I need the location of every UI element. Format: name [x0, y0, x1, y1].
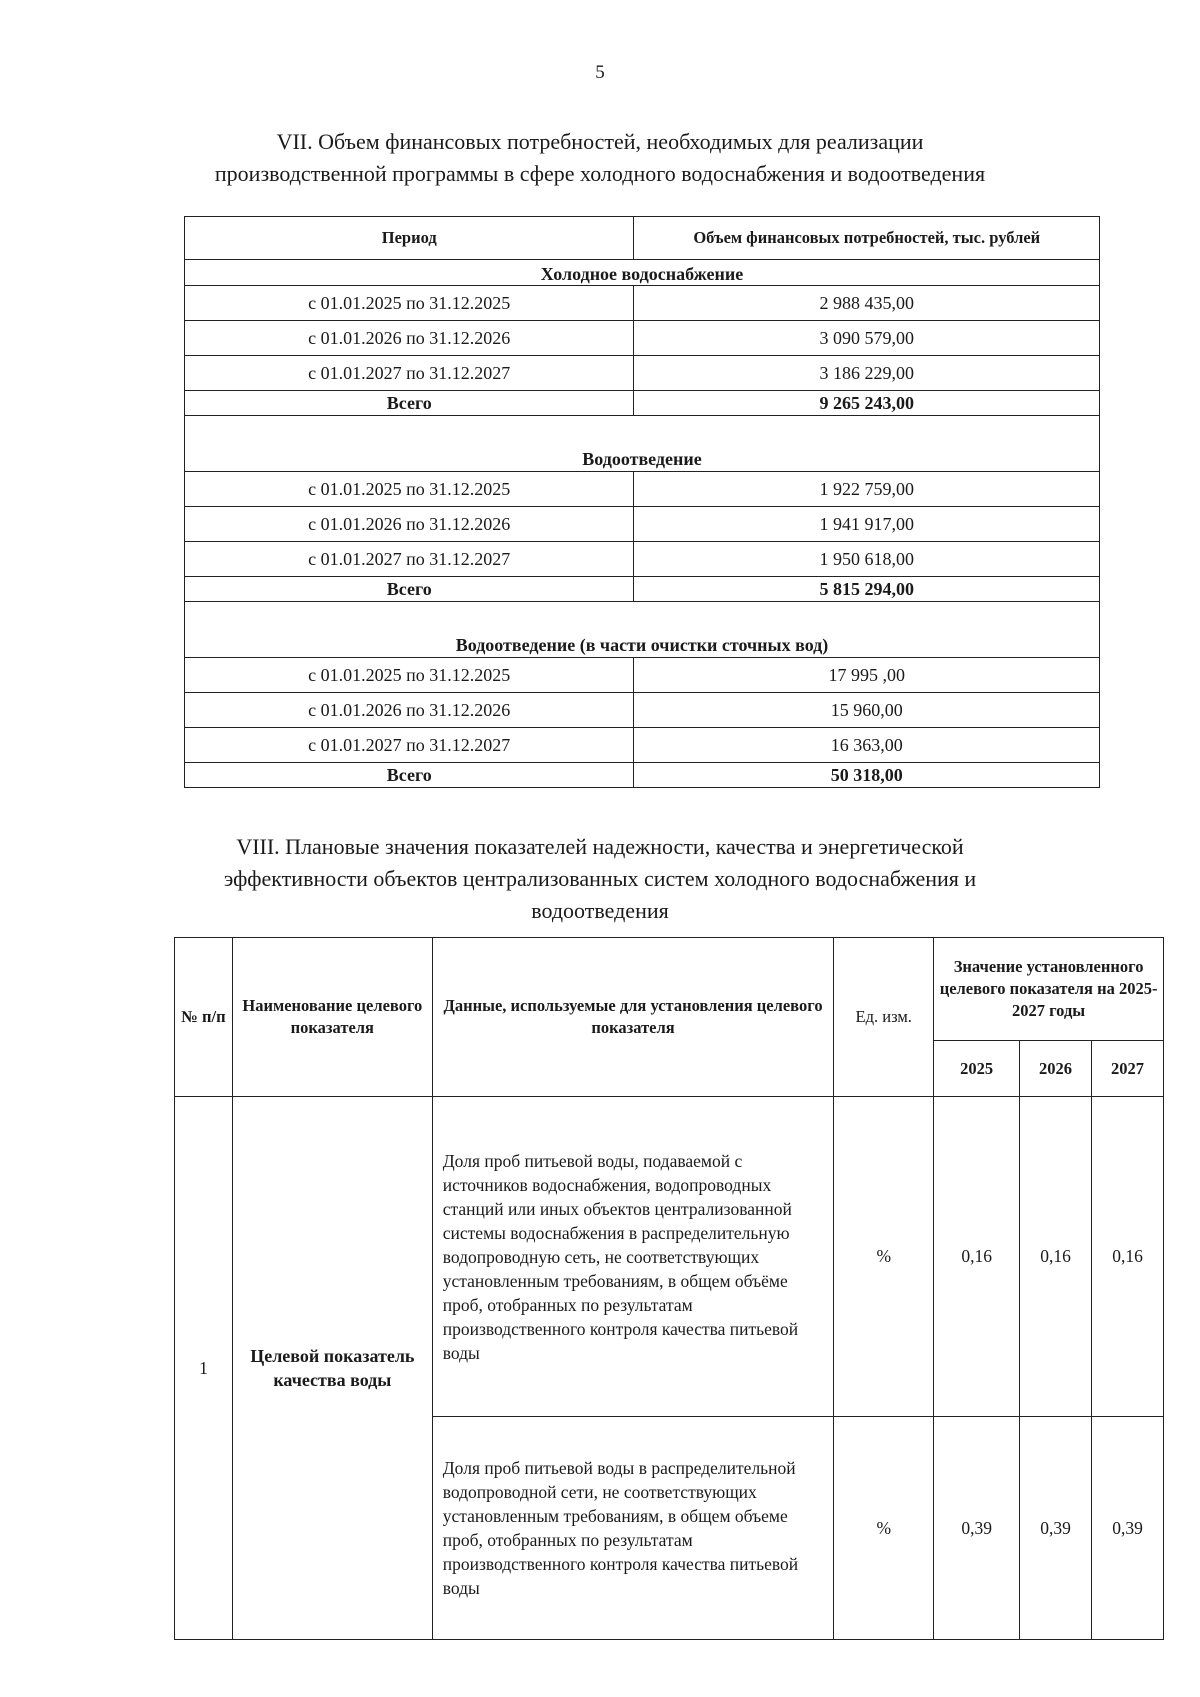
indicator-data-cell: Доля проб питьевой воды в распределительной водопроводной сети, не соответствующих установленным требованиям, в общем объеме проб, отобранных по результатам производственного контроля качества питьевой воды: [432, 1417, 834, 1640]
table-row: [185, 356, 1100, 391]
column-header-period: Период: [185, 217, 634, 260]
group-header-row: [185, 602, 1100, 658]
period-cell: с 01.01.2027 по 31.12.2027: [185, 728, 634, 763]
year-header-2025: 2025: [934, 1041, 1020, 1097]
value-cell: 3 186 229,00: [634, 356, 1100, 391]
indicator-data-cell: Доля проб питьевой воды, подаваемой с источников водоснабжения, водопроводных станций или иных объектов централизованной системы водоснабжения в распределительную водопроводную сеть, не соответствующих установленным требованиям, в общем объёме проб, отобранных по результатам производственного контроля качества питьевой воды: [432, 1097, 834, 1417]
value-cell: 1 950 618,00: [634, 542, 1100, 577]
table-row: [185, 728, 1100, 763]
section-7-title: [120, 126, 1080, 190]
group-title-cold-water: Холодное водоснабжение: [185, 260, 1100, 286]
period-cell: с 01.01.2025 по 31.12.2025: [185, 658, 634, 693]
indicators-table: [174, 937, 1164, 1640]
total-value: 9 265 243,00: [634, 391, 1100, 416]
value-cell: 17 995 ,00: [634, 658, 1100, 693]
period-cell: с 01.01.2026 по 31.12.2026: [185, 693, 634, 728]
group-title-wastewater-treatment: Водоотведение (в части очистки сточных вод): [185, 602, 1100, 658]
period-cell: с 01.01.2027 по 31.12.2027: [185, 542, 634, 577]
value-2027-cell: 0,39: [1092, 1417, 1164, 1640]
section-8-title-line-2: эффективности объектов централизованных систем холодного водоснабжения и: [223, 866, 977, 891]
group-header-row: [185, 260, 1100, 286]
total-label: Всего: [185, 391, 634, 416]
table-row: [185, 693, 1100, 728]
table-row: [185, 321, 1100, 356]
period-cell: с 01.01.2026 по 31.12.2026: [185, 507, 634, 542]
table-row: [185, 286, 1100, 321]
column-header-unit: Ед. изм.: [834, 938, 934, 1097]
total-value: 50 318,00: [634, 763, 1100, 788]
column-header-name: Наименование целевого показателя: [232, 938, 432, 1097]
section-7-title-line-1: VII. Объем финансовых потребностей, необходимых для реализации: [276, 129, 924, 154]
period-cell: с 01.01.2025 по 31.12.2025: [185, 472, 634, 507]
table-row: [185, 542, 1100, 577]
section-8-title: [120, 831, 1080, 927]
indicator-name: Целевой показатель качества воды: [232, 1097, 432, 1640]
total-row: [185, 763, 1100, 788]
total-value: 5 815 294,00: [634, 577, 1100, 602]
column-header-data: Данные, используемые для установления целевого показателя: [432, 938, 834, 1097]
value-2025-cell: 0,39: [934, 1417, 1020, 1640]
value-cell: 15 960,00: [634, 693, 1100, 728]
group-header-row: [185, 416, 1100, 472]
unit-cell: %: [834, 1097, 934, 1417]
total-row: [185, 577, 1100, 602]
year-header-2026: 2026: [1020, 1041, 1092, 1097]
table-row: [185, 658, 1100, 693]
section-8-title-line-3: водоотведения: [531, 898, 669, 923]
value-cell: 3 090 579,00: [634, 321, 1100, 356]
value-cell: 1 941 917,00: [634, 507, 1100, 542]
period-cell: с 01.01.2026 по 31.12.2026: [185, 321, 634, 356]
value-2025-cell: 0,16: [934, 1097, 1020, 1417]
section-7-title-line-2: производственной программы в сфере холодного водоснабжения и водоотведения: [214, 161, 986, 186]
table-header-row: [175, 938, 1164, 1041]
table-row: [175, 1097, 1164, 1417]
period-cell: с 01.01.2025 по 31.12.2025: [185, 286, 634, 321]
table-header-row: [185, 217, 1100, 260]
value-2026-cell: 0,39: [1020, 1417, 1092, 1640]
financial-needs-table: [184, 216, 1100, 788]
total-row: [185, 391, 1100, 416]
total-label: Всего: [185, 763, 634, 788]
group-title-wastewater: Водоотведение: [185, 416, 1100, 472]
column-header-value: Значение установленного целевого показателя на 2025-2027 годы: [934, 938, 1164, 1041]
table-row: [185, 507, 1100, 542]
year-header-2027: 2027: [1092, 1041, 1164, 1097]
value-cell: 1 922 759,00: [634, 472, 1100, 507]
page-number: 5: [595, 62, 605, 83]
value-2027-cell: 0,16: [1092, 1097, 1164, 1417]
column-header-volume: Объем финансовых потребностей, тыс. рублей: [634, 217, 1100, 260]
value-cell: 16 363,00: [634, 728, 1100, 763]
column-header-number: № п/п: [175, 938, 233, 1097]
table-row: [185, 472, 1100, 507]
value-2026-cell: 0,16: [1020, 1097, 1092, 1417]
period-cell: с 01.01.2027 по 31.12.2027: [185, 356, 634, 391]
item-number: 1: [175, 1097, 233, 1640]
unit-cell: %: [834, 1417, 934, 1640]
value-cell: 2 988 435,00: [634, 286, 1100, 321]
section-8-title-line-1: VIII. Плановые значения показателей надежности, качества и энергетической: [236, 834, 964, 859]
total-label: Всего: [185, 577, 634, 602]
